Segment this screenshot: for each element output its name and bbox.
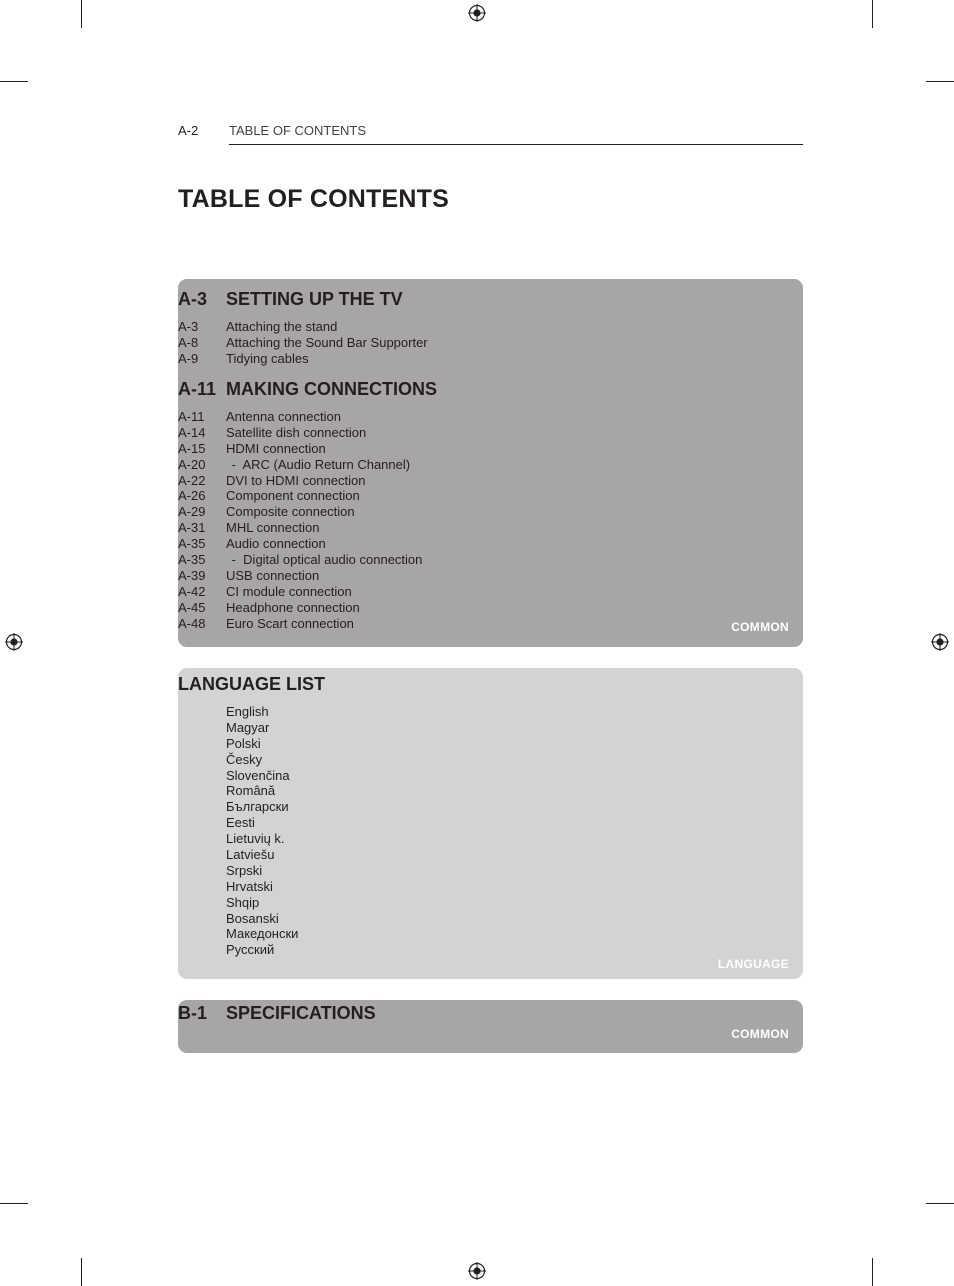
crop-mark <box>872 0 873 28</box>
entry-text: DVI to HDMI connection <box>226 472 366 488</box>
entry-text: Attaching the stand <box>226 319 338 334</box>
header-section-title: TABLE OF CONTENTS <box>229 123 366 138</box>
crop-mark <box>81 0 82 28</box>
entry-text: - Digital optical audio connection <box>228 552 423 568</box>
entry-text: Satellite dish connection <box>226 424 367 440</box>
entry-page: A-45 <box>178 599 206 615</box>
registration-mark-icon <box>5 633 23 651</box>
entry-page: A-35 <box>178 536 206 552</box>
entry-page: A-31 <box>178 520 206 536</box>
common-contents-box <box>178 279 803 647</box>
crop-mark <box>872 1258 873 1286</box>
language-item[interactable]: Latviešu <box>226 847 275 863</box>
entry-text: CI module connection <box>226 583 352 599</box>
entry-text: Antenna connection <box>226 409 341 424</box>
crop-mark <box>81 1258 82 1286</box>
entry-page: A-35 <box>178 552 206 568</box>
specifications-tag: COMMON <box>731 1027 789 1041</box>
language-item[interactable]: Eesti <box>226 815 255 831</box>
entry-text: Composite connection <box>226 504 355 520</box>
entry-page: A-22 <box>178 472 206 488</box>
section-page: A-3 <box>178 289 208 309</box>
entry-text: Headphone connection <box>226 599 360 615</box>
entry-page: A-8 <box>178 334 199 350</box>
section-heading-making-connections[interactable] <box>178 379 437 400</box>
section-heading-specifications[interactable] <box>178 1003 376 1024</box>
crop-mark <box>926 1203 954 1204</box>
section-title: SETTING UP THE TV <box>226 289 403 309</box>
language-item[interactable]: Български <box>226 799 289 815</box>
entry-page: A-39 <box>178 567 206 583</box>
section-heading-setting-up[interactable] <box>178 289 403 310</box>
entry-page: A-20 <box>178 456 206 472</box>
entry-page: A-29 <box>178 504 206 520</box>
entry-page: A-3 <box>178 319 199 334</box>
entry-text: MHL connection <box>226 520 320 536</box>
section-title: SPECIFICATIONS <box>226 1003 376 1023</box>
language-item[interactable]: Shqip <box>226 894 260 910</box>
crop-mark <box>0 1203 28 1204</box>
language-item[interactable]: Lietuvių k. <box>226 831 285 847</box>
language-list-box <box>178 668 803 979</box>
language-tag: LANGUAGE <box>717 957 789 971</box>
entry-text: - ARC (Audio Return Channel) <box>228 456 411 472</box>
language-item[interactable]: Srpski <box>226 862 263 878</box>
entry-text: HDMI connection <box>226 440 326 456</box>
header-page-number: A-2 <box>178 123 199 138</box>
header-rule <box>229 144 803 145</box>
entry-page: A-14 <box>178 424 206 440</box>
common-tag: COMMON <box>731 620 789 634</box>
entry-text: Audio connection <box>226 536 326 552</box>
language-item[interactable]: English <box>226 704 269 719</box>
language-item[interactable]: Hrvatski <box>226 878 273 894</box>
crop-mark <box>926 81 954 82</box>
language-entries <box>226 704 298 958</box>
entry-text: USB connection <box>226 567 320 583</box>
page-title: TABLE OF CONTENTS <box>178 185 449 213</box>
language-item[interactable]: Česky <box>226 751 263 767</box>
registration-mark-icon <box>468 4 486 22</box>
entry-page: A-9 <box>178 350 199 366</box>
registration-mark-icon <box>931 633 949 651</box>
language-item[interactable]: Magyar <box>226 719 270 735</box>
entry-text: Component connection <box>226 488 360 504</box>
entry-text: Attaching the Sound Bar Supporter <box>226 334 428 350</box>
language-item[interactable]: Slovenčina <box>226 767 290 783</box>
entry-page: A-15 <box>178 440 206 456</box>
entry-page: A-26 <box>178 488 206 504</box>
section-page: A-11 <box>178 379 217 399</box>
entry-page: A-48 <box>178 615 206 631</box>
registration-mark-icon <box>468 1262 486 1280</box>
language-list-heading[interactable]: LANGUAGE LIST <box>178 674 325 694</box>
language-item[interactable]: Română <box>226 783 276 799</box>
entry-page: A-11 <box>178 409 205 424</box>
crop-mark <box>0 81 28 82</box>
section-page: B-1 <box>178 1003 208 1023</box>
language-item[interactable]: Русский <box>226 942 275 958</box>
language-item[interactable]: Македонски <box>226 926 299 942</box>
entry-page: A-42 <box>178 583 206 599</box>
entry-text: Tidying cables <box>226 350 309 366</box>
specifications-box <box>178 1000 803 1053</box>
language-item[interactable]: Bosanski <box>226 910 279 926</box>
language-item[interactable]: Polski <box>226 735 261 751</box>
entry-text: Euro Scart connection <box>226 615 354 631</box>
section-title: MAKING CONNECTIONS <box>226 379 437 399</box>
